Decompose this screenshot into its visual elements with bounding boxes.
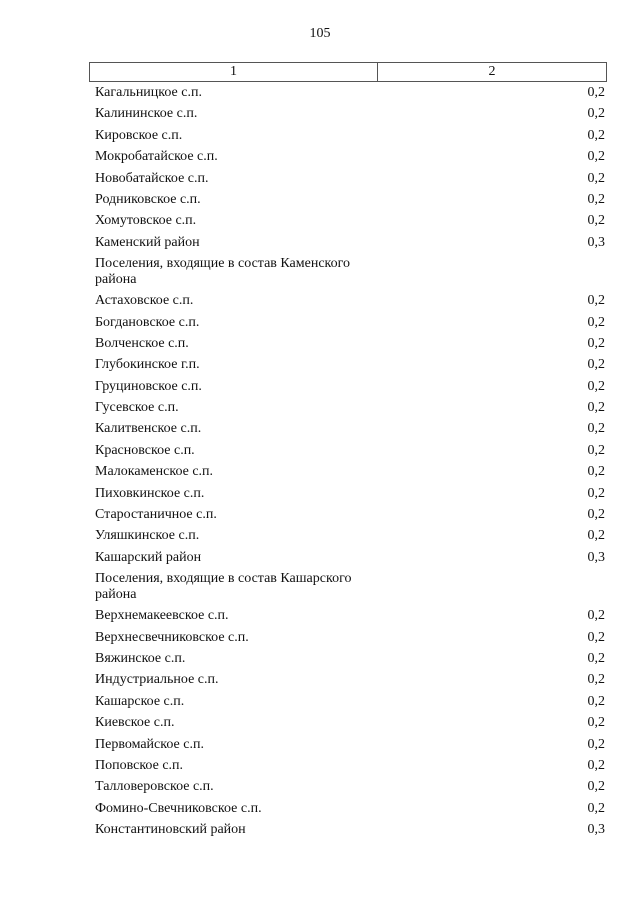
table-row xyxy=(95,651,605,672)
row-value: 0,2 xyxy=(587,672,605,688)
row-name: Астаховское с.п. xyxy=(95,293,194,309)
row-value: 0,2 xyxy=(587,357,605,373)
row-name: Калининское с.п. xyxy=(95,106,198,122)
row-name: Пиховкинское с.п. xyxy=(95,485,205,501)
row-name: Богдановское с.п. xyxy=(95,314,200,330)
row-name: Первомайское с.п. xyxy=(95,736,204,752)
table-row xyxy=(95,235,605,256)
row-value: 0,2 xyxy=(587,442,605,458)
row-name: Константиновский район xyxy=(95,822,246,838)
row-name: Кагальницкое с.п. xyxy=(95,85,202,100)
row-value: 0,2 xyxy=(587,715,605,731)
row-value: 0,2 xyxy=(587,85,605,100)
row-name: Верхнесвечниковское с.п. xyxy=(95,629,249,645)
row-value: 0,2 xyxy=(587,629,605,645)
row-value: 0,2 xyxy=(587,378,605,394)
table-row xyxy=(95,464,605,485)
row-value: 0,2 xyxy=(587,464,605,480)
row-name: Глубокинское г.п. xyxy=(95,357,200,373)
table-row xyxy=(95,256,605,293)
row-name: Гусевское с.п. xyxy=(95,400,179,416)
row-name: Кировское с.п. xyxy=(95,127,183,143)
row-name: Старостаничное с.п. xyxy=(95,507,217,523)
row-value: 0,2 xyxy=(587,693,605,709)
row-value: 0,2 xyxy=(587,106,605,122)
row-value: 0,2 xyxy=(587,191,605,207)
table-row xyxy=(95,379,605,400)
table-row xyxy=(95,315,605,336)
row-value: 0,2 xyxy=(587,400,605,416)
table-row xyxy=(95,801,605,822)
row-value: 0,2 xyxy=(587,528,605,544)
column-header-1: 1 xyxy=(90,63,378,81)
table-row xyxy=(95,571,605,608)
table-row xyxy=(95,758,605,779)
row-value: 0,3 xyxy=(587,234,605,250)
row-name: Кашарский район xyxy=(95,549,202,565)
table-row xyxy=(95,400,605,421)
row-value: 0,2 xyxy=(587,757,605,773)
table-row xyxy=(95,128,605,149)
row-name: Вяжинское с.п. xyxy=(95,650,186,666)
row-name: Малокаменское с.п. xyxy=(95,464,214,480)
row-value: 0,2 xyxy=(587,335,605,351)
table-row xyxy=(95,421,605,442)
table-row xyxy=(95,443,605,464)
row-name: Фомино-Свечниковское с.п. xyxy=(95,800,262,816)
table-row xyxy=(95,357,605,378)
table-header xyxy=(89,62,607,82)
table-row xyxy=(95,694,605,715)
row-value: 0,2 xyxy=(587,293,605,309)
row-value: 0,2 xyxy=(587,608,605,624)
table-row xyxy=(95,715,605,736)
table-row xyxy=(95,149,605,170)
row-value: 0,2 xyxy=(587,779,605,795)
row-name: Поселения, входящие в состав Каменского района xyxy=(95,256,351,288)
row-name: Верхнемакеевское с.п. xyxy=(95,608,229,624)
row-value: 0,2 xyxy=(587,314,605,330)
row-name: Поселения, входящие в состав Кашарского района xyxy=(95,571,352,603)
row-value: 0,2 xyxy=(587,149,605,165)
row-value: 0,2 xyxy=(587,800,605,816)
row-name: Хомутовское с.п. xyxy=(95,213,197,229)
page-number: 105 xyxy=(309,26,331,41)
row-value: 0,3 xyxy=(587,822,605,838)
row-value: 0,2 xyxy=(587,650,605,666)
column-header-2: 2 xyxy=(488,64,496,79)
row-value: 0,3 xyxy=(587,549,605,565)
table-row xyxy=(95,630,605,651)
row-name: Талловеровское с.п. xyxy=(95,779,214,795)
table-body xyxy=(95,85,605,844)
table-row xyxy=(95,550,605,571)
row-name: Мокробатайское с.п. xyxy=(95,149,218,165)
row-name: Родниковское с.п. xyxy=(95,191,201,207)
table-row xyxy=(95,672,605,693)
table-row xyxy=(95,822,605,843)
row-value: 0,2 xyxy=(587,736,605,752)
table-row xyxy=(95,336,605,357)
row-value: 0,2 xyxy=(587,485,605,501)
row-value: 0,2 xyxy=(587,127,605,143)
row-name: Индустриальное с.п. xyxy=(95,672,219,688)
table-row xyxy=(95,171,605,192)
row-value: 0,2 xyxy=(587,421,605,437)
row-name: Калитвенское с.п. xyxy=(95,421,202,437)
row-name: Волченское с.п. xyxy=(95,335,189,351)
table-row xyxy=(95,213,605,234)
row-value: 0,2 xyxy=(587,170,605,186)
table-row xyxy=(95,293,605,314)
table-row xyxy=(95,507,605,528)
row-name: Кашарское с.п. xyxy=(95,693,185,709)
row-name: Поповское с.п. xyxy=(95,757,184,773)
row-name: Каменский район xyxy=(95,234,200,250)
row-name: Киевское с.п. xyxy=(95,715,175,731)
row-value: 0,2 xyxy=(587,213,605,229)
table-row xyxy=(95,608,605,629)
row-name: Груциновское с.п. xyxy=(95,378,202,394)
row-name: Новобатайское с.п. xyxy=(95,170,209,186)
table-row xyxy=(95,192,605,213)
table-row xyxy=(95,85,605,106)
table-row xyxy=(95,106,605,127)
row-value: 0,2 xyxy=(587,507,605,523)
table-row xyxy=(95,486,605,507)
table-row xyxy=(95,779,605,800)
row-name: Уляшкинское с.п. xyxy=(95,528,200,544)
table-row xyxy=(95,528,605,549)
row-name: Красновское с.п. xyxy=(95,442,195,458)
table-row xyxy=(95,737,605,758)
